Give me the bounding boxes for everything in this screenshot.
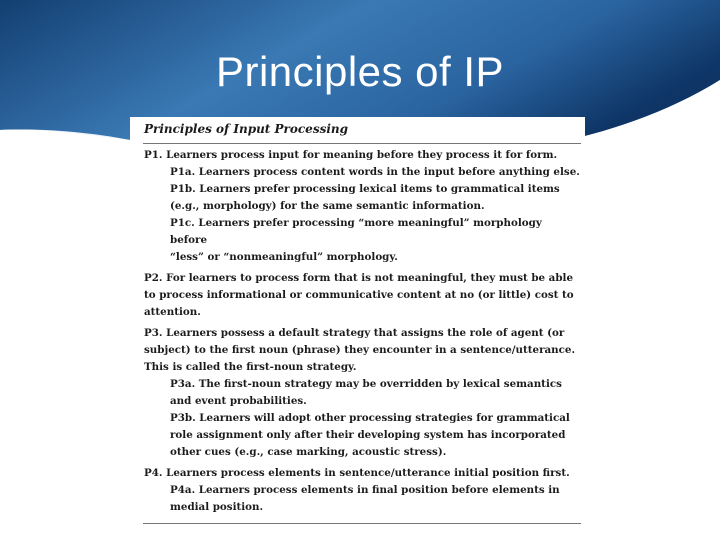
principle-p2 (144, 270, 580, 321)
subprinciple-p3a: P3a. The first-noun strategy may be overridden by lexical semantics and event probabilities. (170, 378, 562, 407)
principle-p3 (144, 325, 580, 461)
principle-p1 (144, 147, 580, 266)
document-excerpt (130, 117, 585, 527)
slide-title: Principles of IP (215, 48, 505, 95)
subprinciple-p3b: P3b. Learners will adopt other processing strategies for grammatical role assignment only after their developing system has incorporated other cues (e.g., case marking, acoustic stress). (170, 412, 570, 458)
principle-text: P1. Learners process input for meaning before they process it for form. (144, 149, 558, 161)
principle-text: P2. For learners to process form that is not meaningful, they must be able to process informational or communicative content at no (or little) cost to attention. (144, 272, 574, 318)
principle-text: P3. Learners possess a default strategy that assigns the role of agent (or subject) to the first noun (phrase) they encounter in a sentence/utterance. This is called the first-noun strategy. (144, 327, 576, 373)
divider (143, 143, 581, 144)
subprinciple-p1b: P1b. Learners prefer processing lexical items to grammatical items (e.g., morphology) for the same semantic information. (170, 183, 560, 212)
principle-p4 (144, 465, 580, 516)
divider (143, 523, 581, 524)
subprinciple-p1c: P1c. Learners prefer processing “more meaningful” morphology before “less” or “nonmeaningful” morphology. (170, 217, 542, 263)
principles-list (144, 147, 580, 520)
subprinciple-p4a: P4a. Learners process elements in final position before elements in medial position. (170, 484, 560, 513)
subprinciple-p1a: P1a. Learners process content words in the input before anything else. (170, 166, 580, 178)
document-heading: Principles of Input Processing (144, 122, 349, 136)
principle-text: P4. Learners process elements in sentence/utterance initial position first. (144, 467, 570, 479)
